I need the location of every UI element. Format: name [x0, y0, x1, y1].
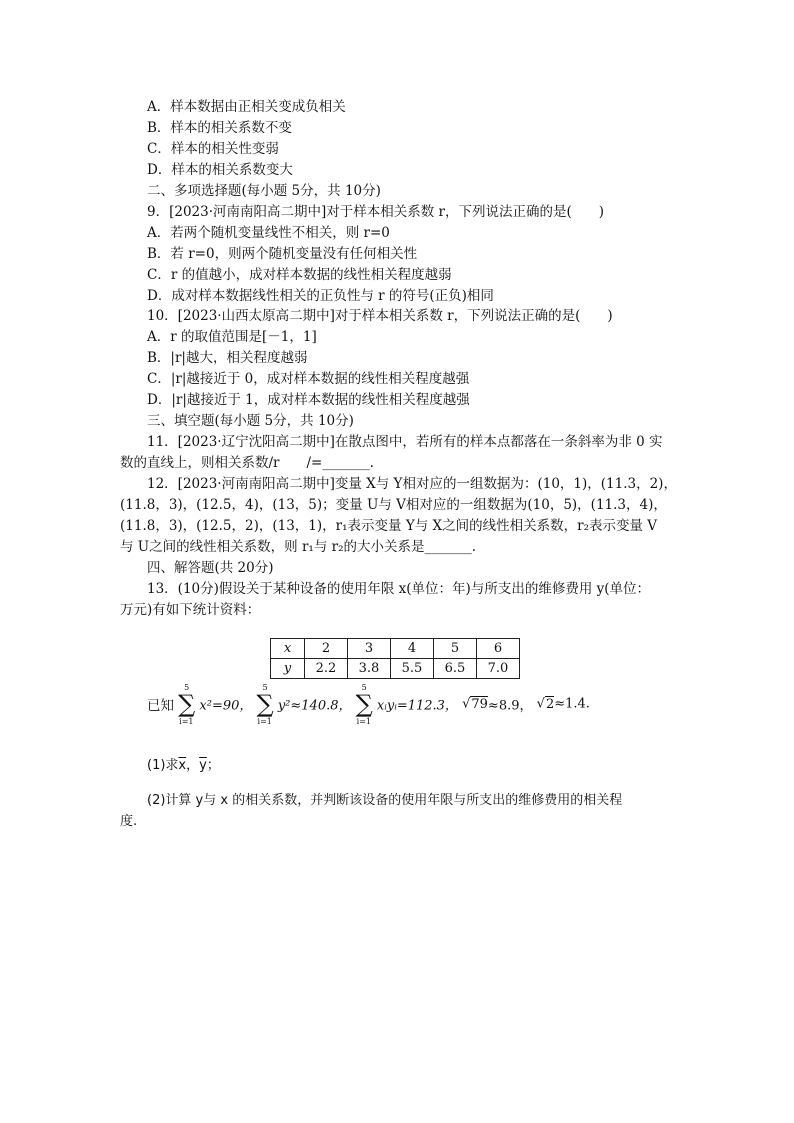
table-header-y: y [271, 659, 305, 679]
sigma-1: ∑ 5 i=1 [178, 683, 196, 726]
q8-option-b: B．样本的相关系数不变 [147, 120, 292, 136]
table-cell: 3.8 [348, 659, 391, 679]
sigma-upper: 5 [184, 683, 190, 692]
table-cell: 3 [348, 639, 391, 659]
table-cell: 6.5 [434, 659, 477, 679]
sqrt-symbol: √ [462, 696, 471, 712]
sqrt-2: 2 [545, 696, 555, 712]
q9-option-c: C．r 的值越小，成对样本数据的线性相关程度越弱 [147, 267, 452, 283]
table-cell: 2.2 [305, 659, 348, 679]
sigma-upper: 5 [361, 683, 367, 692]
table-header-x: x [271, 639, 305, 659]
given-formulas [147, 683, 590, 726]
q9-option-d: D．成对样本数据线性相关的正负性与 r 的符号(正负)相同 [147, 288, 494, 304]
table-cell: 5 [434, 639, 477, 659]
table-cell: 7.0 [477, 659, 520, 679]
y-bar: $\overline{y}$ [199, 758, 207, 773]
q12-line-3: (11.8，3)，(12.5，2)，(13，1)，r₁表示变量 Y与 X之间的线性相关系数，r₂表示变量 V [120, 518, 658, 534]
q10-option-b: B．|r|越大，相关程度越弱 [147, 350, 308, 366]
q11-line-2: 数的直线上，则相关系数/r /=_______. [120, 455, 374, 471]
sqrt-symbol: √ [536, 696, 545, 712]
table-row [271, 639, 520, 659]
part-1-sep: ， [186, 758, 200, 773]
sqrt-79: 79 [471, 696, 488, 712]
q9-option-b: B．若 r=0，则两个随机变量没有任何相关性 [147, 246, 418, 262]
q13-part-2-line-1: (2)计算 y与 x 的相关系数，并判断该设备的使用年限与所支出的维修费用的相关程 [147, 793, 623, 808]
q10-option-c: C．|r|越接近于 0，成对样本数据的线性相关程度越强 [147, 371, 470, 387]
q13-line-1: 13．(10分)假设关于某种设备的使用年限 x(单位：年)与所支出的维修费用 y(单位： [147, 581, 651, 597]
q13-part-2-line-2: 度. [120, 814, 138, 829]
table-cell: 5.5 [391, 659, 434, 679]
sum-1-expr: x²=90， [199, 698, 253, 714]
sqrt-2-value: ≈1.4. [554, 696, 590, 712]
part-1-prefix: (1)求 [147, 758, 179, 773]
x-bar: $\overline{x}$ [178, 758, 187, 773]
sqrt-79-value: ≈8.9， [487, 698, 533, 714]
q12-line-1: 12．[2023·河南南阳高二期中]变量 X与 Y相对应的一组数据为：(10，1)，(11.3，2)， [147, 476, 677, 492]
sigma-upper: 5 [262, 683, 268, 692]
sigma-lower: i=1 [356, 717, 371, 726]
part-1-end: ； [206, 758, 220, 773]
section-4-heading: 四、解答题(共 20分) [147, 560, 274, 576]
q9-option-a: A．若两个随机变量线性不相关，则 r=0 [147, 225, 390, 241]
table-cell: 2 [305, 639, 348, 659]
q12-line-2: (11.8，3)，(12.5，4)，(13，5)；变量 U与 V相对应的一组数据为(10，5)，(11.3，4)， [120, 497, 667, 513]
q11-line-1: 11．[2023·辽宁沈阳高二期中]在散点图中，若所有的样本点都落在一条斜率为非 0 实 [147, 434, 663, 450]
q10-stem: 10．[2023·山西太原高二期中]对于样本相关系数 r，下列说法正确的是( ) [147, 308, 613, 324]
q13-line-2: 万元)有如下统计资料： [120, 602, 261, 618]
given-prefix: 已知 [147, 698, 174, 714]
table-row [271, 659, 520, 679]
sigma-3: ∑ 5 i=1 [355, 683, 373, 726]
q9-stem: 9．[2023·河南南阳高二期中]对于样本相关系数 r，下列说法正确的是( ) [147, 204, 605, 220]
sum-2-expr: y²≈140.8， [277, 698, 352, 714]
q10-option-a: A．r 的取值范围是[－1，1] [147, 329, 317, 345]
q8-option-a: A．样本数据由正相关变成负相关 [147, 99, 346, 115]
q10-option-d: D．|r|越接近于 1，成对样本数据的线性相关程度越强 [147, 392, 470, 408]
table-cell: 6 [477, 639, 520, 659]
section-2-heading: 二、多项选择题(每小题 5分，共 10分) [147, 183, 381, 199]
q8-option-c: C．样本的相关性变弱 [147, 141, 279, 157]
sigma-2: ∑ 5 i=1 [256, 683, 274, 726]
sigma-lower: i=1 [179, 717, 194, 726]
sum-3-expr: xᵢyᵢ=112.3， [376, 698, 458, 714]
sigma-lower: i=1 [257, 717, 272, 726]
section-3-heading: 三、填空题(每小题 5分，共 10分) [147, 413, 354, 429]
table-cell: 4 [391, 639, 434, 659]
q12-line-4: 与 U之间的线性相关系数，则 r₁与 r₂的大小关系是_______. [120, 539, 477, 555]
q8-option-d: D．样本的相关系数变大 [147, 162, 293, 178]
stats-table [270, 638, 520, 679]
q13-part-1 [147, 756, 220, 776]
